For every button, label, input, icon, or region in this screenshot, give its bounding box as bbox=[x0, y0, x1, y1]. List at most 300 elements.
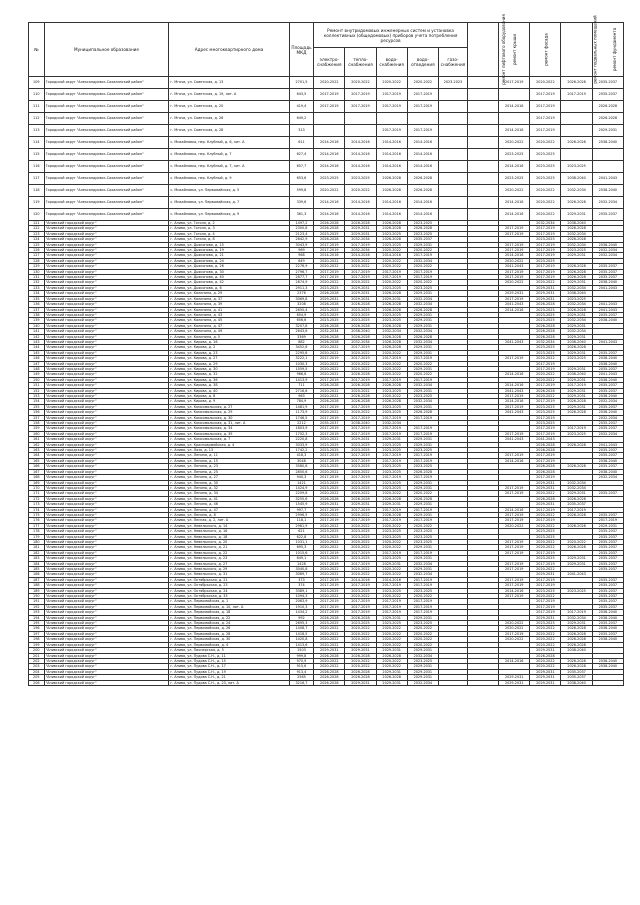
row-water: 2020-2022 bbox=[376, 372, 407, 377]
row-facade: 2023-2025 bbox=[530, 318, 561, 323]
row-sewer: 2029-2031 bbox=[407, 404, 438, 409]
row-water: 2026-2028 bbox=[376, 323, 407, 328]
row-heat: 2020-2022 bbox=[345, 545, 376, 550]
row-num: 177 bbox=[29, 523, 45, 528]
row-lift bbox=[467, 101, 498, 113]
row-num: 126 bbox=[29, 248, 45, 253]
row-electric: 2023-2025 bbox=[314, 621, 345, 626]
row-municipality: "Анивский городской округ" bbox=[44, 637, 169, 642]
row-water: 2029-2031 bbox=[376, 502, 407, 507]
row-basement: 2032-2034 bbox=[561, 318, 592, 323]
row-foundation: 2035-2037 bbox=[592, 604, 623, 609]
row-address: г. Анива, ул. Гоголя, д. 2 bbox=[169, 221, 289, 226]
row-basement: 2041-2043 bbox=[561, 572, 592, 577]
row-basement: 2026-2028 bbox=[561, 197, 592, 209]
row-heat: 2017-2019 bbox=[345, 89, 376, 101]
row-num: 198 bbox=[29, 637, 45, 642]
row-foundation: 2032-2034 bbox=[592, 475, 623, 480]
row-address: г. Анива, ул. Первомайская, д. 1 bbox=[169, 599, 289, 604]
row-foundation: 2038-2040 bbox=[592, 242, 623, 247]
row-electric: 2020-2022 bbox=[314, 539, 345, 544]
row-basement: 2029-2031 bbox=[561, 394, 592, 399]
row-foundation: 2035-2037 bbox=[592, 89, 623, 101]
row-water: 2020-2022 bbox=[376, 77, 407, 89]
row-water: 2029-2031 bbox=[376, 437, 407, 442]
row-municipality: Городской округ "Александровск-Сахалинский район" bbox=[44, 197, 169, 209]
row-foundation: 2035-2037 bbox=[592, 534, 623, 539]
row-num: 190 bbox=[29, 594, 45, 599]
row-electric: 2020-2022 bbox=[314, 658, 345, 663]
row-sewer: 2017-2019 bbox=[407, 269, 438, 274]
row-municipality: "Анивский городской округ" bbox=[44, 226, 169, 231]
row-sewer: 2020-2022 bbox=[407, 491, 438, 496]
row-roof: 2017-2019 bbox=[499, 594, 530, 599]
header-foundation: ремонт фундамента bbox=[592, 23, 623, 77]
row-municipality: "Анивский городской округ" bbox=[44, 399, 169, 404]
row-address: г. Анива, ул. Дьяконова, д. 15 bbox=[169, 242, 289, 247]
row-num: 169 bbox=[29, 480, 45, 485]
row-facade: 2029-2031 bbox=[530, 675, 561, 680]
row-heat: 2017-2019 bbox=[345, 518, 376, 523]
row-area: 611 bbox=[289, 137, 314, 149]
row-address: г. Анива, ул. Невельского, д. 21 bbox=[169, 545, 289, 550]
row-municipality: "Анивский городской округ" bbox=[44, 458, 169, 463]
row-electric: 2020-2022 bbox=[314, 523, 345, 528]
header-engineering-group: Ремонт внутридомовых инженерных систем и установка коллективных (общедомовых) приборов учета потребления ресурсов bbox=[314, 23, 468, 48]
row-electric: 2020-2022 bbox=[314, 372, 345, 377]
row-basement: 2035-2037 bbox=[561, 502, 592, 507]
row-water: 2023-2025 bbox=[376, 588, 407, 593]
row-num: 173 bbox=[29, 502, 45, 507]
row-num: 172 bbox=[29, 496, 45, 501]
row-sewer: 2026-2028 bbox=[407, 410, 438, 415]
row-address: г. Анива, ул. Ленина, д. 32 bbox=[169, 485, 289, 490]
row-facade: 2023-2025 bbox=[530, 556, 561, 561]
row-area: 2701,5 bbox=[289, 77, 314, 89]
row-heat: 2026-2028 bbox=[345, 653, 376, 658]
row-sewer: 2017-2019 bbox=[407, 125, 438, 137]
row-electric: 2017-2019 bbox=[314, 518, 345, 523]
row-heat: 2014-2016 bbox=[345, 149, 376, 161]
row-foundation: 2041-2043 bbox=[592, 173, 623, 185]
row-electric: 2026-2028 bbox=[314, 323, 345, 328]
row-sewer: 2017-2019 bbox=[407, 458, 438, 463]
row-municipality: "Анивский городской округ" bbox=[44, 621, 169, 626]
row-heat: 2014-2016 bbox=[345, 253, 376, 258]
row-address: г. Анива, ул. Ленина, д. 41 bbox=[169, 496, 289, 501]
row-basement: 2038-2040 bbox=[561, 221, 592, 226]
row-area: 963 bbox=[289, 394, 314, 399]
row-address: г. Анива, ул. Ленина, д. 11 bbox=[169, 453, 289, 458]
row-municipality: Городской округ "Александровск-Сахалинский район" bbox=[44, 173, 169, 185]
row-electric: 2029-2031 bbox=[314, 648, 345, 653]
row-address: г. Анива, ул. Пудова С.Н., д. 21 bbox=[169, 675, 289, 680]
row-water: 2017-2019 bbox=[376, 269, 407, 274]
header-roof: ремонт крыши bbox=[499, 23, 530, 77]
row-address: г. Анива, ул. Калинина, д. 47 bbox=[169, 323, 289, 328]
row-electric: 2023-2025 bbox=[314, 285, 345, 290]
row-area: 3389,1 bbox=[289, 588, 314, 593]
row-roof: 2017-2019 bbox=[499, 356, 530, 361]
row-electric: 2017-2019 bbox=[314, 248, 345, 253]
row-sewer: 2020-2022 bbox=[407, 264, 438, 269]
row-facade: 2023-2025 bbox=[530, 588, 561, 593]
row-foundation: 2035-2037 bbox=[592, 421, 623, 426]
row-num: 139 bbox=[29, 318, 45, 323]
row-gas bbox=[438, 113, 467, 125]
row-sewer: 2017-2019 bbox=[407, 356, 438, 361]
row-sewer: 2032-2034 bbox=[407, 339, 438, 344]
row-area: 1413,9 bbox=[289, 377, 314, 382]
row-facade: 2020-2022 bbox=[530, 356, 561, 361]
row-area: 313 bbox=[289, 125, 314, 137]
row-facade: 2023-2025 bbox=[530, 350, 561, 355]
row-electric: 2023-2025 bbox=[314, 231, 345, 236]
row-address: г. Анива, ул. Кирова, д. 32 bbox=[169, 372, 289, 377]
row-sewer: 2029-2031 bbox=[407, 675, 438, 680]
row-facade: 2020-2022 bbox=[530, 631, 561, 636]
row-heat: 2014-2016 bbox=[345, 209, 376, 221]
row-electric: 2023-2025 bbox=[314, 442, 345, 447]
row-num: 151 bbox=[29, 383, 45, 388]
row-water: 2020-2022 bbox=[376, 637, 407, 642]
row-num: 110 bbox=[29, 89, 45, 101]
row-municipality: "Анивский городской округ" bbox=[44, 604, 169, 609]
row-electric: 2029-2031 bbox=[314, 296, 345, 301]
row-electric: 2017-2019 bbox=[314, 426, 345, 431]
row-gas: 2023-2023 bbox=[438, 77, 467, 89]
row-basement: 2017-2019 bbox=[561, 507, 592, 512]
row-water: 2023-2025 bbox=[376, 318, 407, 323]
row-foundation: 2038-2040 bbox=[592, 280, 623, 285]
row-facade: 2023-2025 bbox=[530, 410, 561, 415]
row-basement: 2038-2040 bbox=[561, 648, 592, 653]
row-sewer: 2017-2019 bbox=[407, 415, 438, 420]
row-electric: 2023-2025 bbox=[314, 448, 345, 453]
row-electric: 2026-2028 bbox=[314, 496, 345, 501]
table-body bbox=[29, 77, 624, 686]
row-facade: 2020-2022 bbox=[530, 642, 561, 647]
header-address: Адрес многоквартирного дома bbox=[169, 23, 289, 77]
row-basement: 2029-2031 bbox=[561, 621, 592, 626]
row-roof: 2017-2019 bbox=[499, 550, 530, 555]
header-num: № bbox=[29, 23, 45, 77]
row-electric: 2017-2019 bbox=[314, 453, 345, 458]
row-area: 2877,7 bbox=[289, 275, 314, 280]
row-address: г. Анива, ул. Калинина, д. 43 bbox=[169, 312, 289, 317]
row-foundation: 2035-2037 bbox=[592, 350, 623, 355]
row-electric: 2026-2028 bbox=[314, 237, 345, 242]
row-num: 135 bbox=[29, 296, 45, 301]
row-area: 3208 bbox=[289, 302, 314, 307]
row-area: 1545,9 bbox=[289, 502, 314, 507]
row-heat: 2017-2019 bbox=[345, 356, 376, 361]
row-heat: 2023-2025 bbox=[345, 318, 376, 323]
row-area: 882 bbox=[289, 339, 314, 344]
row-electric: 2023-2025 bbox=[314, 588, 345, 593]
row-municipality: "Анивский городской округ" bbox=[44, 545, 169, 550]
row-area: 1746,5 bbox=[289, 415, 314, 420]
row-foundation: 2029-2031 bbox=[592, 523, 623, 528]
row-electric: 2017-2019 bbox=[314, 377, 345, 382]
row-num: 120 bbox=[29, 209, 45, 221]
row-area: 968 bbox=[289, 253, 314, 258]
row-municipality: "Анивский городской округ" bbox=[44, 485, 169, 490]
row-foundation: 2038-2040 bbox=[592, 458, 623, 463]
row-sewer: 2032-2034 bbox=[407, 383, 438, 388]
row-num: 204 bbox=[29, 669, 45, 674]
row-heat: 2023-2025 bbox=[345, 621, 376, 626]
row-sewer: 2029-2031 bbox=[407, 366, 438, 371]
row-num: 143 bbox=[29, 339, 45, 344]
row-facade: 2023-2025 bbox=[530, 534, 561, 539]
row-municipality: "Анивский городской округ" bbox=[44, 512, 169, 517]
row-foundation: 2032-2034 bbox=[592, 253, 623, 258]
row-municipality: "Анивский городской округ" bbox=[44, 539, 169, 544]
row-heat: 2014-2016 bbox=[345, 161, 376, 173]
row-heat: 2020-2022 bbox=[345, 410, 376, 415]
row-sewer: 2029-2031 bbox=[407, 648, 438, 653]
row-address: г. Анива, ул. Калинина, д. 39 bbox=[169, 302, 289, 307]
row-heat bbox=[345, 113, 376, 125]
row-municipality: "Анивский городской округ" bbox=[44, 377, 169, 382]
row-lift bbox=[467, 161, 498, 173]
row-foundation: 2038-2040 bbox=[592, 469, 623, 474]
row-heat: 2026-2028 bbox=[345, 302, 376, 307]
row-electric: 2020-2022 bbox=[314, 280, 345, 285]
row-num: 116 bbox=[29, 161, 45, 173]
row-num: 191 bbox=[29, 599, 45, 604]
row-area: 1481,9 bbox=[289, 404, 314, 409]
row-sewer: 2026-2028 bbox=[407, 496, 438, 501]
row-area: 2643,6 bbox=[289, 329, 314, 334]
row-sewer: 2029-2031 bbox=[407, 556, 438, 561]
row-municipality: "Анивский городской округ" bbox=[44, 615, 169, 620]
row-heat: 2017-2019 bbox=[345, 610, 376, 615]
table-row bbox=[29, 209, 624, 221]
row-roof: 2014-2016 bbox=[499, 399, 530, 404]
row-area: 2842,9 bbox=[289, 237, 314, 242]
row-municipality: "Анивский городской округ" bbox=[44, 577, 169, 582]
row-heat: 2020-2022 bbox=[345, 258, 376, 263]
row-facade: 2023-2025 bbox=[530, 173, 561, 185]
table-row bbox=[29, 185, 624, 197]
row-basement: 2038-2040 bbox=[561, 372, 592, 377]
row-area: 1503 bbox=[289, 648, 314, 653]
row-facade: 2026-2028 bbox=[530, 442, 561, 447]
row-water: 2017-2019 bbox=[376, 426, 407, 431]
row-address: г. Анива, ул. Кирова, д. 30 bbox=[169, 366, 289, 371]
row-water: 2017-2019 bbox=[376, 458, 407, 463]
row-water: 2017-2019 bbox=[376, 356, 407, 361]
row-roof: 2017-2019 bbox=[499, 431, 530, 436]
row-address: г. Анива, ул. Ленина, д. 47 bbox=[169, 507, 289, 512]
row-foundation: 2032-2034 bbox=[592, 197, 623, 209]
row-electric: 2020-2022 bbox=[314, 264, 345, 269]
row-roof: 2014-2016 bbox=[499, 588, 530, 593]
header-gas: газо-снабжения bbox=[438, 48, 467, 77]
row-municipality: "Анивский городской округ" bbox=[44, 550, 169, 555]
row-facade: 2023-2025 bbox=[530, 149, 561, 161]
row-roof: 2029-2031 bbox=[499, 680, 530, 685]
row-facade: 2017-2019 bbox=[530, 599, 561, 604]
row-facade: 2032-2034 bbox=[530, 339, 561, 344]
row-foundation: 2032-2034 bbox=[592, 399, 623, 404]
row-facade: 2017-2019 bbox=[530, 231, 561, 236]
row-basement: 2026-2028 bbox=[561, 410, 592, 415]
row-basement: 2023-2025 bbox=[561, 296, 592, 301]
row-num: 163 bbox=[29, 448, 45, 453]
row-water: 2026-2028 bbox=[376, 185, 407, 197]
row-facade: 2023-2025 bbox=[530, 258, 561, 263]
row-sewer: 2020-2022 bbox=[407, 280, 438, 285]
row-facade: 2026-2028 bbox=[530, 448, 561, 453]
row-address: г. Мгачи, ул. Советская, д. 13 bbox=[169, 77, 289, 89]
row-address: г. Мгачи, ул. Советская, д. 19, лит. А bbox=[169, 89, 289, 101]
row-num: 186 bbox=[29, 572, 45, 577]
row-address: г. Анива, ул. Первомайская, д. 4 bbox=[169, 642, 289, 647]
row-sewer: 2026-2028 bbox=[407, 226, 438, 231]
row-gas bbox=[438, 209, 467, 221]
row-num: 115 bbox=[29, 149, 45, 161]
row-address: г. Анива, ул. Невельского, д. 20 bbox=[169, 539, 289, 544]
row-electric: 2026-2028 bbox=[314, 383, 345, 388]
row-area: 1030,3 bbox=[289, 361, 314, 366]
row-address: г. Анива, ул. Кирова, д. 2 bbox=[169, 345, 289, 350]
row-electric: 2026-2028 bbox=[314, 680, 345, 685]
row-heat: 2020-2022 bbox=[345, 626, 376, 631]
row-electric: 2014-2016 bbox=[314, 209, 345, 221]
row-foundation: 2026-2028 bbox=[592, 101, 623, 113]
row-num: 155 bbox=[29, 404, 45, 409]
row-water: 2026-2028 bbox=[376, 383, 407, 388]
row-municipality: "Анивский городской округ" bbox=[44, 529, 169, 534]
header-area: Площадь МКД bbox=[289, 23, 314, 77]
row-num: 160 bbox=[29, 431, 45, 436]
row-facade: 2032-2034 bbox=[530, 221, 561, 226]
row-water: 2014-2016 bbox=[376, 161, 407, 173]
row-foundation: 2032-2034 bbox=[592, 431, 623, 436]
row-heat: 2023-2025 bbox=[345, 529, 376, 534]
row-area: 1015,6 bbox=[289, 550, 314, 555]
row-water: 2026-2028 bbox=[376, 237, 407, 242]
row-foundation: 2035-2037 bbox=[592, 426, 623, 431]
row-heat: 2023-2025 bbox=[345, 442, 376, 447]
row-roof: 2017-2019 bbox=[499, 491, 530, 496]
row-area: 654,9 bbox=[289, 312, 314, 317]
row-municipality: "Анивский городской округ" bbox=[44, 631, 169, 636]
row-area: 1420,8 bbox=[289, 637, 314, 642]
row-electric: 2017-2019 bbox=[314, 269, 345, 274]
row-area: 2209,8 bbox=[289, 491, 314, 496]
row-sewer: 2020-2022 bbox=[407, 594, 438, 599]
row-heat: 2026-2028 bbox=[345, 394, 376, 399]
row-area: 657,7 bbox=[289, 161, 314, 173]
row-roof: 2014-2016 bbox=[499, 125, 530, 137]
row-foundation: 2038-2040 bbox=[592, 410, 623, 415]
row-area: 969 bbox=[289, 248, 314, 253]
row-area: 2276,9 bbox=[289, 264, 314, 269]
row-heat: 2023-2025 bbox=[345, 485, 376, 490]
row-heat: 2020-2022 bbox=[345, 388, 376, 393]
row-address: г. Анива, ул. Ленина, д. 15 bbox=[169, 458, 289, 463]
row-heat: 2023-2025 bbox=[345, 534, 376, 539]
row-address: г. Анива, ул. Комсомольская, д. 34 bbox=[169, 426, 289, 431]
row-num: 152 bbox=[29, 388, 45, 393]
row-roof: 2023-2025 bbox=[499, 149, 530, 161]
row-sewer: 2017-2019 bbox=[407, 253, 438, 258]
row-foundation bbox=[592, 161, 623, 173]
row-num: 130 bbox=[29, 269, 45, 274]
row-water: 2023-2025 bbox=[376, 285, 407, 290]
row-sewer: 2032-2034 bbox=[407, 561, 438, 566]
row-num: 148 bbox=[29, 366, 45, 371]
row-sewer: 2029-2031 bbox=[407, 485, 438, 490]
row-address: г. Анива, ул. Гоголя, д. 4 bbox=[169, 231, 289, 236]
row-area: 992 bbox=[289, 615, 314, 620]
row-water: 2023-2025 bbox=[376, 242, 407, 247]
row-num: 150 bbox=[29, 377, 45, 382]
row-address: г. Анива, ул. Кирова, д. 40 bbox=[169, 388, 289, 393]
row-sewer: 2029-2031 bbox=[407, 615, 438, 620]
header-sewer: водо-отведения bbox=[407, 48, 438, 77]
row-water: 2017-2019 bbox=[376, 475, 407, 480]
row-electric: 2023-2025 bbox=[314, 556, 345, 561]
row-municipality: Городской округ "Александровск-Сахалинский район" bbox=[44, 89, 169, 101]
row-electric: 2023-2025 bbox=[314, 173, 345, 185]
row-foundation: 2041-2043 bbox=[592, 285, 623, 290]
row-electric: 2020-2022 bbox=[314, 572, 345, 577]
table-row bbox=[29, 101, 624, 113]
row-address: с. Михайловка, пер. Клубный, д. 6, лит. А bbox=[169, 137, 289, 149]
row-municipality: "Анивский городской округ" bbox=[44, 237, 169, 242]
row-num: 175 bbox=[29, 512, 45, 517]
row-num: 144 bbox=[29, 345, 45, 350]
row-num: 131 bbox=[29, 275, 45, 280]
row-foundation: 2038-2040 bbox=[592, 356, 623, 361]
row-basement: 2032-2034 bbox=[561, 485, 592, 490]
row-sewer: 2020-2022 bbox=[407, 523, 438, 528]
row-num: 125 bbox=[29, 242, 45, 247]
row-electric: 2023-2025 bbox=[314, 307, 345, 312]
row-lift bbox=[467, 89, 498, 101]
row-municipality: "Анивский городской округ" bbox=[44, 285, 169, 290]
row-area: 622,8 bbox=[289, 534, 314, 539]
row-area: 913,4 bbox=[289, 669, 314, 674]
row-foundation: 2038-2040 bbox=[592, 664, 623, 669]
row-heat: 2029-2031 bbox=[345, 291, 376, 296]
row-heat: 2014-2016 bbox=[345, 577, 376, 582]
row-num: 182 bbox=[29, 550, 45, 555]
row-num: 202 bbox=[29, 658, 45, 663]
row-facade: 2029-2031 bbox=[530, 296, 561, 301]
row-num: 171 bbox=[29, 491, 45, 496]
row-area: 1173,9 bbox=[289, 410, 314, 415]
row-address: г. Анива, ул. Калинина, д. 5 bbox=[169, 334, 289, 339]
row-sewer: 2029-2031 bbox=[407, 669, 438, 674]
row-electric: 2014-2016 bbox=[314, 149, 345, 161]
row-water: 2020-2022 bbox=[376, 658, 407, 663]
row-water: 2020-2022 bbox=[376, 264, 407, 269]
row-municipality: "Анивский городской округ" bbox=[44, 231, 169, 236]
row-heat: 2017-2019 bbox=[345, 101, 376, 113]
row-foundation: 2035-2037 bbox=[592, 577, 623, 582]
row-sewer: 2020-2022 bbox=[407, 626, 438, 631]
row-roof bbox=[499, 113, 530, 125]
row-municipality: "Анивский городской округ" bbox=[44, 588, 169, 593]
row-municipality: "Анивский городской округ" bbox=[44, 610, 169, 615]
row-heat: 2020-2022 bbox=[345, 572, 376, 577]
